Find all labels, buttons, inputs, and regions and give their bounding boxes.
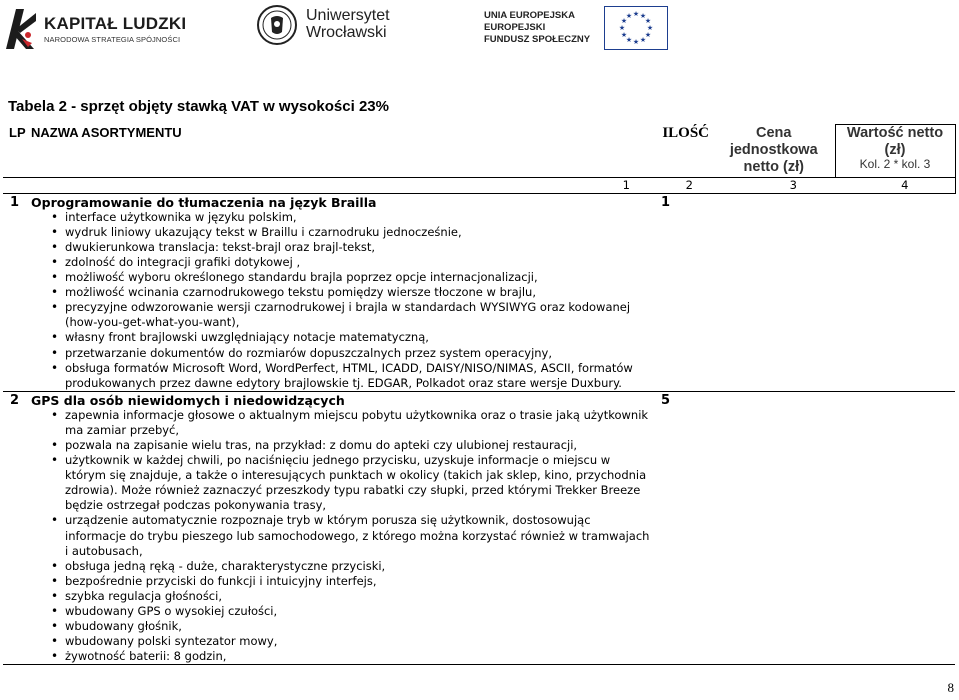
svg-text:★: ★: [632, 38, 640, 46]
university-logo: [256, 4, 390, 46]
list-item: • obsługa jedną ręką - duże, charakterystyczne przyciski,: [51, 559, 650, 574]
header-logos: [0, 0, 959, 55]
list-item: • zdolność do integracji grafiki dotykowej ,: [51, 255, 650, 270]
kapital-ludzki-title: KAPITAŁ LUDZKI: [44, 13, 187, 33]
university-crest-icon: [256, 4, 298, 46]
svg-text:★: ★: [625, 12, 633, 20]
eu-name-line3: FUNDUSZ SPOŁECZNY: [484, 33, 591, 45]
list-item: • użytkownik w każdej chwili, po naciśnięciu jednego przycisku, uzyskuje informacje o miejscu w którym się znajduje, a także o interesujących punktach w okolicy (takich jak sklep, kino, przychodnia zdrowia). Może również zaznaczyć przeszkody typu rabatki czy słupki, przed którymi Trekker Breeze będzie ostrzegał podczas pokonywania trasy,: [51, 453, 650, 513]
svg-text:★: ★: [620, 31, 628, 39]
svg-text:★: ★: [618, 24, 626, 32]
header-lp: LP: [9, 124, 26, 140]
svg-text:★: ★: [639, 12, 647, 20]
row-description: [31, 193, 650, 391]
row-item-name: GPS dla osób niewidomych i niedowidzących: [31, 392, 345, 408]
kapital-ludzki-emblem-icon: [2, 5, 38, 53]
row-description: [31, 391, 650, 665]
equipment-table: [3, 124, 956, 665]
list-item: • możliwość wyboru określonego standardu brajla poprzez opcje internacjonalizacji,: [51, 270, 650, 285]
header-name: NAZWA ASORTYMENTU: [31, 124, 182, 140]
list-item: • wbudowany głośnik,: [51, 619, 650, 634]
row-qty: 1: [661, 194, 671, 210]
list-item: • interface użytkownika w języku polskim,: [51, 210, 650, 225]
page-title: Tabela 2 - sprzęt objęty stawką VAT w wysokości 23%: [8, 98, 389, 115]
svg-text:★: ★: [632, 10, 640, 18]
svg-text:★: ★: [620, 17, 628, 25]
list-item: • wbudowany polski syntezator mowy,: [51, 634, 650, 649]
list-item: • obsługa formatów Microsoft Word, WordPerfect, HTML, ICADD, DAISY/NISO/NIMAS, ASCII, formatów produkowanych przez dawne edytory brajlowskie tj. EDGAR, Polkadot oraz stare wersje Duxbury.: [51, 361, 650, 391]
column-number-4: 4: [835, 177, 955, 193]
header-qty: ILOŚĆ: [662, 124, 709, 141]
table-row: [3, 193, 955, 391]
svg-text:★: ★: [639, 36, 647, 44]
svg-text:★: ★: [644, 31, 652, 39]
list-item: • własny front brajlowski uwzględniający notacje matematyczną,: [51, 330, 650, 345]
list-item: • zapewnia informacje głosowe o aktualnym miejscu pobytu użytkownika oraz o trasie jaką użytkownik ma zamiar przebyć,: [51, 408, 650, 438]
eu-flag-icon: [604, 6, 668, 50]
header-net-value-label: Wartość netto (zł): [846, 125, 944, 158]
list-item: • żywotność baterii: 8 godzin,: [51, 649, 650, 664]
kapital-ludzki-subtitle: NARODOWA STRATEGIA SPÓJNOŚCI: [44, 34, 181, 44]
row-net-value: [835, 193, 955, 391]
row-lp: 1: [10, 194, 20, 210]
feature-list: [31, 210, 650, 391]
list-item: • precyzyjne odwzorowanie wersji czarnodrukowej i brajla w standardach WYSIWYG oraz kodowanej (how-you-get-what-you-want),: [51, 300, 650, 330]
list-item: • bezpośrednie przyciski do funkcji i intuicyjny interfejs,: [51, 574, 650, 589]
row-lp: 2: [3, 391, 31, 665]
page-number: 8: [947, 680, 954, 695]
feature-list: [31, 408, 650, 665]
table-row: [3, 391, 955, 665]
column-number-row: [3, 177, 955, 193]
kapital-ludzki-logo: [2, 4, 186, 54]
svg-text:★: ★: [646, 24, 654, 32]
header-net-value-formula: Kol. 2 * kol. 3: [859, 157, 931, 172]
header-net-value: [835, 125, 955, 178]
header-unit-price: Cena jednostkowa netto (zł): [729, 124, 818, 176]
svg-text:★: ★: [625, 36, 633, 44]
row-qty: 5: [650, 391, 713, 665]
university-name-line1: Uniwersytet: [306, 7, 390, 25]
list-item: • pozwala na zapisanie wielu tras, na przykład: z domu do apteki czy ulubionej restauracji,: [51, 438, 650, 453]
eu-name-line1: UNIA EUROPEJSKA: [484, 10, 575, 22]
eu-logo: [484, 6, 668, 50]
row-net-value: [835, 391, 955, 665]
column-number-2: 2: [650, 177, 713, 193]
table-header-row: [3, 125, 955, 178]
university-name-line2: Wrocławski: [306, 24, 387, 41]
list-item: • przetwarzanie dokumentów do rozmiarów dopuszczalnych przez system operacyjny,: [51, 346, 650, 361]
list-item: • wydruk liniowy ukazujący tekst w Braillu i czarnodruku jednocześnie,: [51, 225, 650, 240]
row-unit-price: [713, 193, 835, 391]
list-item: • dwukierunkowa translacja: tekst-brajl oraz brajl-tekst,: [51, 240, 650, 255]
column-number-1: 1: [31, 177, 650, 193]
list-item: • urządzenie automatycznie rozpoznaje tryb w którym porusza się użytkownik, dostosowując informacje do trybu pieszego lub samochodowego, z którego można korzystać również w tramwajach i autobusach,: [51, 513, 650, 558]
list-item: • możliwość wcinania czarnodrukowego tekstu pomiędzy wiersze tłoczone w brajlu,: [51, 285, 650, 300]
column-number-3: 3: [713, 177, 835, 193]
list-item: • wbudowany GPS o wysokiej czułości,: [51, 604, 650, 619]
svg-text:★: ★: [644, 17, 652, 25]
row-unit-price: [713, 391, 835, 665]
eu-name-line2: EUROPEJSKI: [484, 22, 546, 34]
row-item-name: Oprogramowanie do tłumaczenia na język Brailla: [31, 194, 377, 210]
list-item: • szybka regulacja głośności,: [51, 589, 650, 604]
